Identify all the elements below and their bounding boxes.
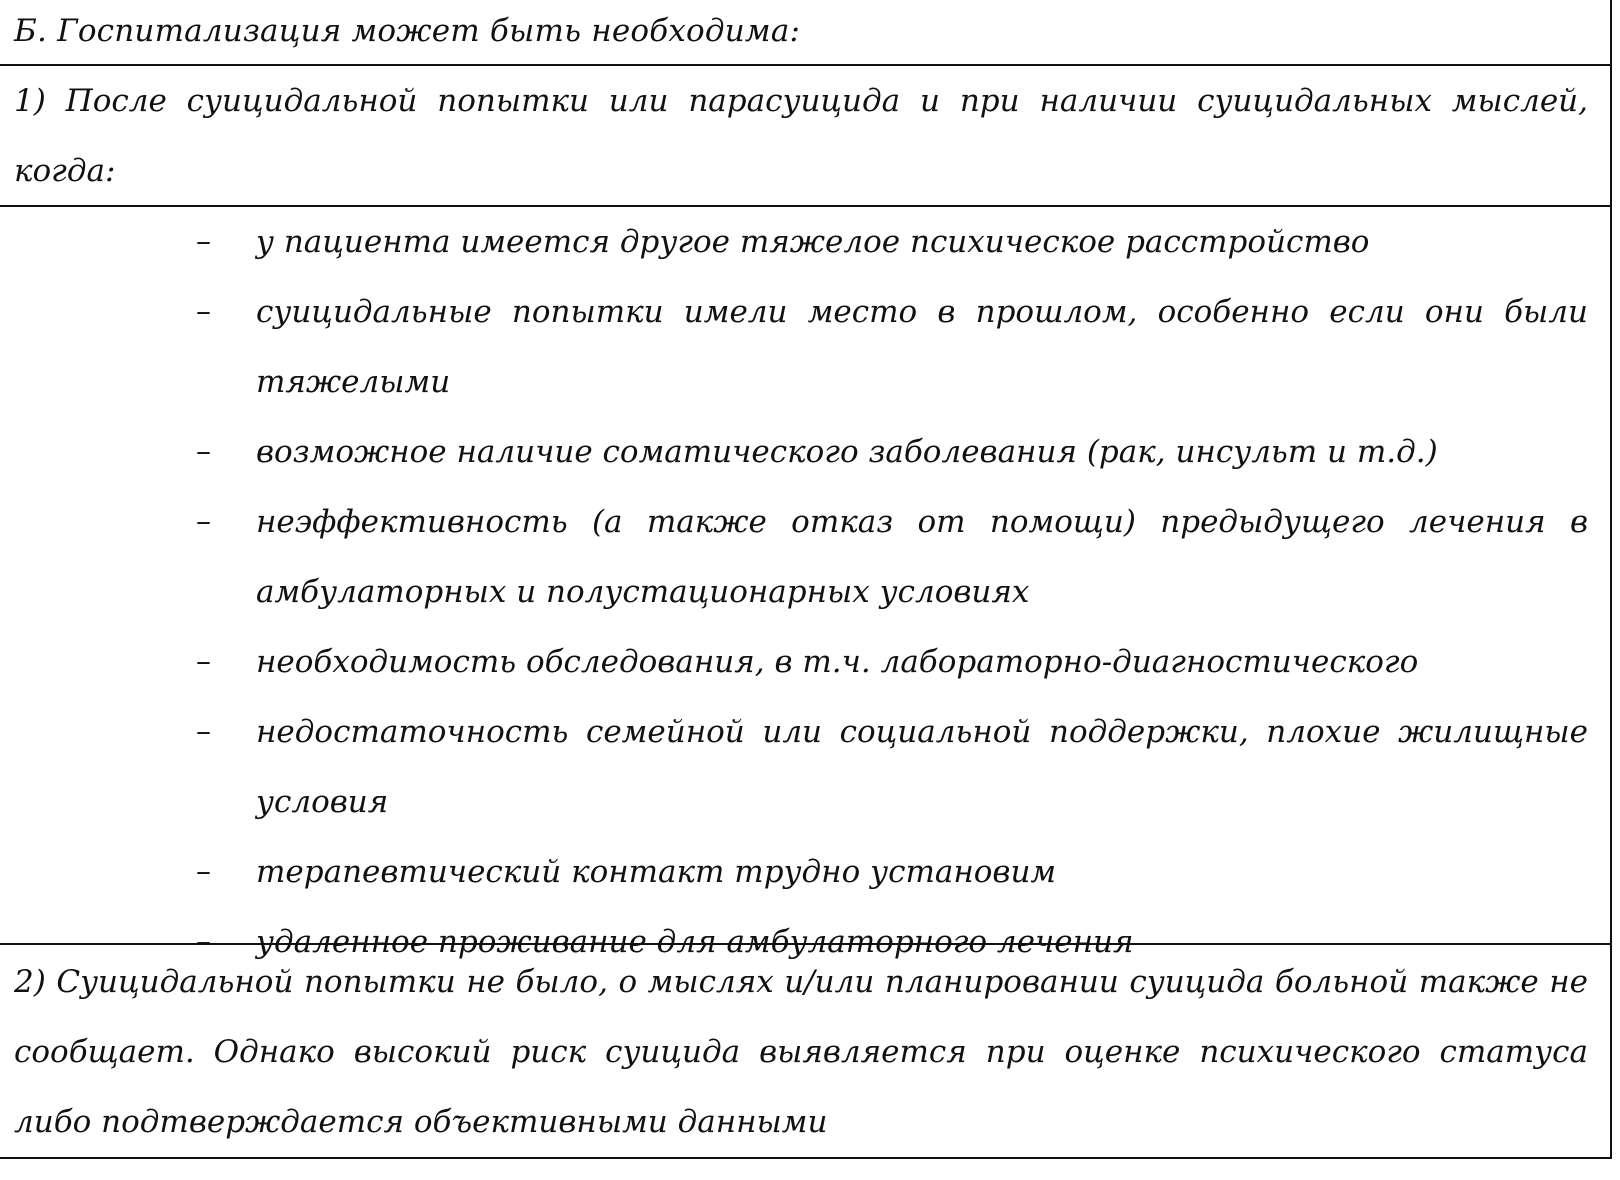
condition-1-row bbox=[0, 64, 1610, 205]
condition-1-criteria bbox=[0, 205, 1610, 960]
list-item bbox=[0, 417, 1588, 487]
dash-bullet: – bbox=[196, 504, 211, 539]
dash-bullet: – bbox=[196, 854, 211, 889]
list-item-text: неэффективность (а также отказ от помощи) предыдущего лечения в амбулаторных и полустационарных условиях bbox=[256, 504, 1588, 610]
dash-bullet: – bbox=[196, 434, 211, 469]
section-heading-text: Б. Госпитализация может быть необходима: bbox=[14, 13, 801, 49]
list-item bbox=[0, 697, 1588, 837]
list-item-text: терапевтический контакт трудно установим bbox=[256, 854, 1057, 890]
list-item-text: суицидальные попытки имели место в прошлом, особенно если они были тяжелыми bbox=[256, 294, 1588, 400]
list-item-text: удаленное проживание для амбулаторного лечения bbox=[256, 924, 1134, 960]
dash-bullet: – bbox=[196, 714, 211, 749]
list-item-text: возможное наличие соматического заболевания (рак, инсульт и т.д.) bbox=[256, 434, 1438, 470]
list-item bbox=[0, 487, 1588, 627]
list-item bbox=[0, 207, 1588, 277]
condition-1-text: 1) После суицидальной попытки или парасуицида и при наличии суицидальных мыслей, когда: bbox=[14, 83, 1588, 189]
dash-bullet: – bbox=[196, 224, 211, 259]
list-item bbox=[0, 837, 1588, 907]
list-item bbox=[0, 627, 1588, 697]
list-item-text: недостаточность семейной или социальной поддержки, плохие жилищные условия bbox=[256, 714, 1588, 820]
list-item bbox=[0, 277, 1588, 417]
dash-bullet: – bbox=[196, 294, 211, 329]
list-item-text: у пациента имеется другое тяжелое психическое расстройство bbox=[256, 224, 1370, 260]
condition-2-text: 2) Суицидальной попытки не было, о мыслях и/или планировании суицида больной также не сообщает. Однако высокий риск суицида выявляется при оценке психического статуса либо подтверждается объективными данными bbox=[14, 964, 1588, 1140]
criteria-list bbox=[0, 207, 1588, 977]
section-heading bbox=[0, 0, 1610, 64]
dash-bullet: – bbox=[196, 924, 211, 959]
dash-bullet: – bbox=[196, 644, 211, 679]
list-item-text: необходимость обследования, в т.ч. лабораторно-диагностического bbox=[256, 644, 1419, 680]
list-item bbox=[0, 907, 1588, 977]
